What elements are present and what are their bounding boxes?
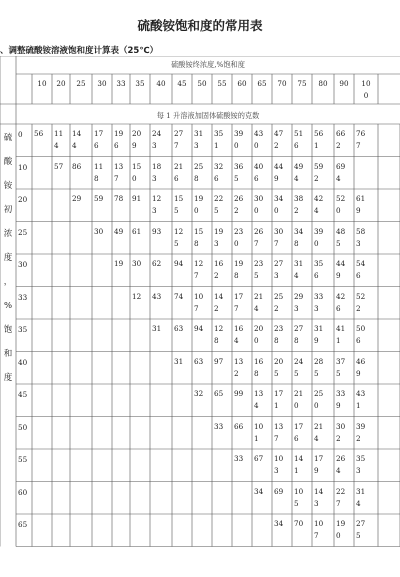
final-concentration-10: 10 bbox=[37, 79, 47, 88]
table-cell: 227 bbox=[336, 486, 346, 508]
table-cell: 431 bbox=[356, 389, 366, 410]
table-cell: 34 bbox=[254, 486, 264, 496]
table-cell: 31 bbox=[152, 324, 162, 333]
table-cell: 392 bbox=[356, 421, 366, 443]
table-cell: 142 bbox=[214, 291, 224, 313]
table-cell: 348 bbox=[294, 226, 304, 248]
final-concentration-40: 40 bbox=[156, 79, 166, 88]
table-cell: 238 bbox=[274, 324, 284, 345]
table-cell: 65 bbox=[214, 389, 224, 398]
initial-concentration: 35 bbox=[18, 325, 28, 334]
table-cell: 258 bbox=[194, 161, 204, 183]
side-label-char: 酸 bbox=[3, 157, 13, 167]
final-concentration-20: 20 bbox=[56, 79, 66, 88]
table-cell: 225 bbox=[214, 194, 224, 215]
table-cell: 118 bbox=[94, 161, 104, 183]
table-cell: 132 bbox=[234, 356, 244, 378]
table-cell: 59 bbox=[94, 194, 104, 203]
table-cell: 176 bbox=[294, 421, 304, 443]
table-cell: 183 bbox=[152, 161, 162, 183]
table-cell: 57 bbox=[54, 161, 64, 171]
table-cell: 127 bbox=[194, 259, 204, 280]
initial-concentration: 65 bbox=[18, 520, 28, 529]
table-cell: 103 bbox=[274, 454, 284, 475]
table-cell: 275 bbox=[356, 519, 366, 540]
table-cell: 86 bbox=[72, 161, 82, 171]
table-cell: 449 bbox=[274, 161, 284, 183]
table-cell: 313 bbox=[194, 129, 204, 150]
table-cell: 128 bbox=[214, 324, 224, 345]
table-cell: 134 bbox=[254, 389, 264, 410]
table-cell: 506 bbox=[356, 324, 366, 345]
table-cell: 62 bbox=[152, 259, 162, 268]
final-concentration-65: 65 bbox=[257, 79, 267, 88]
final-concentration-80: 80 bbox=[318, 79, 328, 88]
table-cell: 339 bbox=[336, 389, 346, 410]
table-cell: 245 bbox=[294, 356, 304, 378]
table-cell: 34 bbox=[274, 519, 284, 528]
table-cell: 196 bbox=[114, 129, 124, 150]
table-cell: 74 bbox=[174, 291, 184, 301]
table-cell: 426 bbox=[336, 291, 346, 313]
table-cell: 293 bbox=[294, 291, 304, 313]
table-cell: 235 bbox=[254, 259, 264, 280]
table-cell: 56 bbox=[34, 129, 44, 138]
table-cell: 561 bbox=[314, 129, 324, 150]
table-cell: 382 bbox=[294, 194, 304, 215]
table-cell: 105 bbox=[294, 486, 304, 508]
table-cell: 177 bbox=[234, 291, 244, 313]
page-title: 硫酸铵饱和度的常用表 bbox=[137, 18, 263, 33]
table-cell: 390 bbox=[314, 226, 324, 248]
table-cell: 31 bbox=[174, 356, 184, 366]
side-label-char: % bbox=[3, 301, 13, 311]
table-cell: 424 bbox=[314, 194, 324, 215]
initial-concentration: 33 bbox=[18, 292, 28, 302]
table-cell: 101 bbox=[254, 421, 264, 443]
grams-per-liter-header: 每 1 升溶液加固体硫酸铵的克数 bbox=[156, 111, 260, 120]
table-cell: 252 bbox=[274, 291, 284, 313]
final-concentration-33: 33 bbox=[116, 79, 126, 88]
table-cell: 12 bbox=[132, 291, 142, 301]
initial-concentration: 10 bbox=[18, 162, 28, 172]
final-concentration-35: 35 bbox=[135, 79, 145, 88]
table-cell: 319 bbox=[314, 324, 324, 345]
saturation-table bbox=[0, 56, 400, 577]
side-label-char: 初 bbox=[3, 205, 13, 215]
table-cell: 198 bbox=[234, 259, 244, 280]
table-cell: 583 bbox=[356, 226, 366, 248]
final-concentration-70: 70 bbox=[277, 79, 287, 88]
table-cell: 162 bbox=[214, 259, 224, 280]
final-concentration-90: 90 bbox=[339, 79, 349, 88]
initial-concentration: 40 bbox=[18, 357, 28, 367]
table-cell: 767 bbox=[356, 129, 366, 150]
table-cell: 200 bbox=[254, 324, 264, 345]
table-cell: 472 bbox=[274, 129, 284, 150]
table-cell: 150 bbox=[132, 161, 142, 183]
table-cell: 250 bbox=[314, 389, 324, 410]
table-cell: 143 bbox=[314, 486, 324, 508]
table-cell: 99 bbox=[234, 389, 244, 398]
table-cell: 30 bbox=[132, 259, 142, 268]
table-cell: 214 bbox=[254, 291, 264, 313]
table-cell: 494 bbox=[294, 161, 304, 183]
table-cell: 32 bbox=[194, 389, 204, 398]
table-cell: 123 bbox=[152, 194, 162, 215]
table-cell: 406 bbox=[254, 161, 264, 183]
table-cell: 430 bbox=[254, 129, 264, 150]
final-concentration-50: 50 bbox=[197, 79, 207, 88]
table-cell: 137 bbox=[114, 161, 124, 183]
table-cell: 61 bbox=[132, 226, 142, 236]
final-concentration-75: 75 bbox=[297, 79, 307, 88]
table-cell: 33 bbox=[214, 421, 224, 431]
table-cell: 168 bbox=[254, 356, 264, 378]
final-concentration-100: 100 bbox=[361, 79, 371, 100]
table-cell: 592 bbox=[314, 161, 324, 183]
initial-concentration: 25 bbox=[18, 227, 28, 237]
table-cell: 63 bbox=[174, 324, 184, 333]
initial-concentration: 50 bbox=[18, 422, 28, 432]
table-cell: 214 bbox=[314, 421, 324, 443]
table-cell: 171 bbox=[274, 389, 284, 410]
final-concentration-25: 25 bbox=[76, 79, 86, 88]
table-cell: 93 bbox=[152, 226, 162, 236]
table-cell: 69 bbox=[274, 486, 284, 496]
table-cell: 91 bbox=[132, 194, 142, 203]
initial-concentration: 45 bbox=[18, 390, 28, 399]
table-cell: 49 bbox=[114, 226, 124, 236]
table-cell: 67 bbox=[254, 454, 264, 463]
table-cell: 29 bbox=[72, 194, 82, 203]
table-cell: 277 bbox=[174, 129, 184, 150]
table-cell: 216 bbox=[174, 161, 184, 183]
table-cell: 94 bbox=[174, 259, 184, 268]
initial-concentration: 20 bbox=[18, 195, 28, 204]
table-cell: 264 bbox=[336, 454, 346, 475]
table-cell: 107 bbox=[314, 519, 324, 540]
table-cell: 333 bbox=[314, 291, 324, 313]
initial-concentration: 0 bbox=[18, 130, 23, 139]
side-label-char: ， bbox=[3, 277, 13, 287]
table-cell: 694 bbox=[336, 161, 346, 183]
table-cell: 193 bbox=[214, 226, 224, 248]
table-cell: 262 bbox=[234, 194, 244, 215]
table-cell: 107 bbox=[194, 291, 204, 313]
final-concentration-30: 30 bbox=[97, 79, 107, 88]
table-cell: 30 bbox=[94, 226, 104, 236]
table-cell: 94 bbox=[194, 324, 204, 333]
final-concentration-55: 55 bbox=[217, 79, 227, 88]
table-cell: 449 bbox=[336, 259, 346, 280]
table-cell: 158 bbox=[194, 226, 204, 248]
final-concentration-45: 45 bbox=[177, 79, 187, 88]
table-cell: 19 bbox=[114, 259, 124, 268]
table-cell: 125 bbox=[174, 226, 184, 248]
table-cell: 78 bbox=[114, 194, 124, 203]
table-cell: 97 bbox=[214, 356, 224, 366]
table-cell: 300 bbox=[254, 194, 264, 215]
side-label-char: 度 bbox=[3, 373, 13, 383]
table-cell: 205 bbox=[274, 356, 284, 378]
side-label-char: 硫 bbox=[3, 133, 13, 143]
table-cell: 365 bbox=[234, 161, 244, 183]
table-cell: 190 bbox=[336, 519, 346, 540]
final-concentration-60: 60 bbox=[237, 79, 247, 88]
table-cell: 190 bbox=[194, 194, 204, 215]
table-cell: 340 bbox=[274, 194, 284, 215]
table-cell: 164 bbox=[234, 324, 244, 345]
table-cell: 307 bbox=[274, 226, 284, 248]
table-cell: 520 bbox=[336, 194, 346, 215]
table-cell: 243 bbox=[152, 129, 162, 150]
table-cell: 546 bbox=[356, 259, 366, 280]
section-subtitle: 、调整硫酸铵溶液饱和度计算表（25℃） bbox=[0, 46, 159, 56]
table-cell: 662 bbox=[336, 129, 346, 150]
side-label-char: 和 bbox=[3, 349, 13, 359]
side-label-char: 饱 bbox=[3, 325, 13, 335]
side-label-char: 铵 bbox=[3, 181, 13, 191]
table-cell: 43 bbox=[152, 291, 162, 301]
table-cell: 351 bbox=[214, 129, 224, 150]
table-cell: 390 bbox=[234, 129, 244, 150]
table-cell: 176 bbox=[94, 129, 104, 150]
initial-concentration: 30 bbox=[18, 260, 28, 269]
table-cell: 209 bbox=[132, 129, 142, 150]
table-cell: 210 bbox=[294, 389, 304, 410]
final-concentration-header: 硫酸铵终浓度,%饱和度 bbox=[171, 60, 245, 69]
table-cell: 619 bbox=[356, 194, 366, 215]
side-label-char: 浓 bbox=[3, 229, 13, 239]
table-cell: 353 bbox=[356, 454, 366, 475]
table-cell: 485 bbox=[336, 226, 346, 248]
table-cell: 278 bbox=[294, 324, 304, 345]
table-cell: 469 bbox=[356, 356, 366, 378]
initial-concentration: 60 bbox=[18, 487, 28, 497]
table-cell: 516 bbox=[294, 129, 304, 150]
table-cell: 137 bbox=[274, 421, 284, 443]
table-cell: 114 bbox=[54, 129, 64, 150]
table-cell: 273 bbox=[274, 259, 284, 280]
table-cell: 144 bbox=[72, 129, 82, 150]
table-cell: 155 bbox=[174, 194, 184, 215]
table-cell: 230 bbox=[234, 226, 244, 248]
table-cell: 63 bbox=[194, 356, 204, 366]
table-cell: 70 bbox=[294, 519, 304, 528]
table-cell: 66 bbox=[234, 421, 244, 431]
table-cell: 302 bbox=[336, 421, 346, 443]
table-cell: 285 bbox=[314, 356, 324, 378]
table-cell: 267 bbox=[254, 226, 264, 248]
table-cell: 314 bbox=[294, 259, 304, 280]
table-cell: 326 bbox=[214, 161, 224, 183]
table-cell: 141 bbox=[294, 454, 304, 475]
side-label-char: 度 bbox=[3, 253, 13, 263]
table-cell: 522 bbox=[356, 291, 366, 313]
table-cell: 33 bbox=[234, 454, 244, 463]
table-cell: 314 bbox=[356, 486, 366, 508]
table-cell: 356 bbox=[314, 259, 324, 280]
table-cell: 179 bbox=[314, 454, 324, 475]
table-cell: 411 bbox=[336, 324, 346, 345]
table-cell: 375 bbox=[336, 356, 346, 378]
initial-concentration: 55 bbox=[18, 455, 28, 464]
